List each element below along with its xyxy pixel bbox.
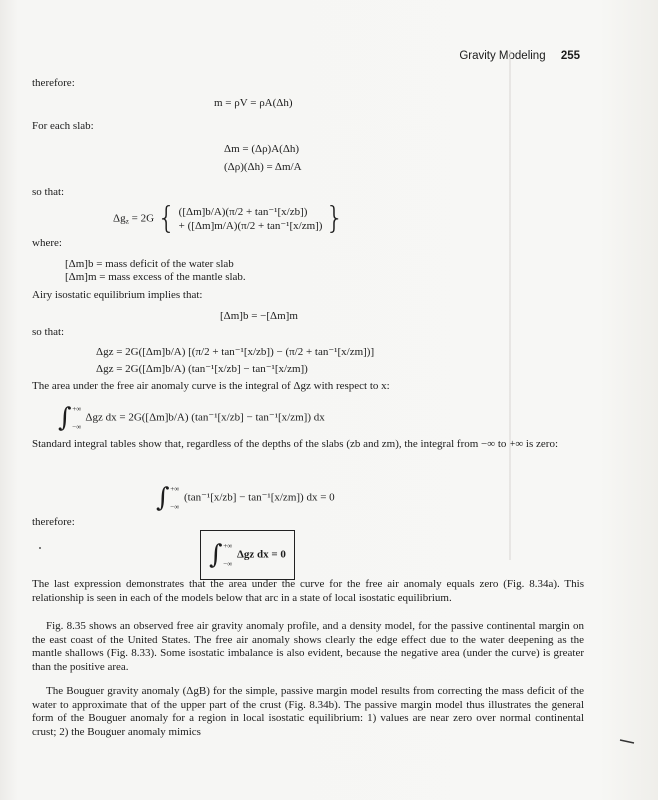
text-therefore-2: therefore:	[32, 516, 75, 528]
integral-sign-icon: ∫	[209, 540, 223, 570]
integral-limits: +∞ −∞	[72, 405, 82, 431]
equation-substitution-1: Δgz = 2G([Δm]b/A) [(π/2 + tan⁻¹[x/zb]) − (π/2 + tan⁻¹[x/zm])]	[96, 346, 375, 358]
equation-delta-rho: (Δρ)(Δh) = Δm/A	[224, 161, 302, 173]
eq-coef: = 2G	[128, 212, 155, 225]
integral-2-body: (tan⁻¹[x/zb] − tan⁻¹[x/zm]) dx = 0	[184, 491, 335, 504]
integral-1-body: Δgz dx = 2G([Δm]b/A) (tan⁻¹[x/zb] − tan⁻¹[x/zm]) dx	[85, 411, 325, 424]
equation-substitution-2: Δgz = 2G([Δm]b/A) (tan⁻¹[x/zb] − tan⁻¹[x/zm])	[96, 363, 308, 375]
text-area-under-curve: The area under the free air anomaly curve is the integral of Δgz with respect to x:	[32, 380, 390, 392]
boxed-result-body: Δgz dx = 0	[237, 548, 286, 561]
text-standard-tables: Standard integral tables show that, regardless of the depths of the slabs (zb and zm), the integral from −∞ to +∞ is zero:	[32, 438, 559, 450]
integral-sign-icon: ∫	[156, 483, 170, 513]
paragraph-fig-8-35: Fig. 8.35 shows an observed free air gravity anomaly profile, and a density model, for the passive continental margin on the east coast of the United States. The free air anomaly shows clearly the edge effect due to the water deepening as the mantle shallows (Fig. 8.33). Some isostatic imbalance is also evident, because the negative area (under the curve) is greater than the positive area.	[32, 620, 584, 673]
definition-mantle-slab: [Δm]m = mass excess of the mantle slab.	[65, 271, 246, 283]
paragraph-bouguer: The Bouguer gravity anomaly (ΔgB) for the simple, passive margin model results from correcting the mass deficit of the water to approximate that of the upper part of the crust (Fig. 8.34b). The passive margin model thus illustrates the general form of the Bouguer anomaly for a region in local isostatic equilibrium: 1) values are near zero over normal continental crust; 2) the Bouguer anomaly mimics	[32, 685, 584, 738]
right-brace-icon: }	[325, 201, 345, 236]
equation-delta-m: Δm = (Δρ)A(Δh)	[224, 143, 300, 155]
integral-sign-icon: ∫	[58, 403, 72, 433]
page-number: 255	[560, 50, 580, 62]
integral-limits: +∞ −∞	[170, 485, 180, 511]
integral-limits: +∞ −∞	[223, 542, 233, 568]
header-title: Gravity Modeling	[459, 50, 546, 62]
text-therefore-1: therefore:	[32, 77, 75, 89]
paragraph-area-zero: The last expression demonstrates that the area under the curve for the free air anomaly equals zero (Fig. 8.34a). This relationship is seen in each of the models below that arc in a state of local isostatic equilibrium.	[32, 578, 584, 604]
definition-water-slab: [Δm]b = mass deficit of the water slab	[65, 258, 234, 270]
scan-speck	[620, 740, 634, 743]
eq-lhs-subscript: z	[125, 216, 129, 226]
scan-dot	[39, 547, 41, 549]
eq-line-1: ([Δm]b/A)(π/2 + tan⁻¹[x/zb])	[178, 206, 308, 218]
text-so-that-1: so that:	[32, 186, 65, 198]
text-so-that-2: so that:	[32, 326, 65, 338]
text-for-each-slab: For each slab:	[32, 120, 94, 132]
eq-lhs: Δg	[113, 212, 126, 225]
equation-mass: m = ρV = ρA(Δh)	[214, 97, 293, 109]
text-where: where:	[32, 237, 62, 249]
left-brace-icon: {	[156, 201, 176, 236]
text-airy: Airy isostatic equilibrium implies that:	[32, 289, 203, 301]
eq-line-2: + ([Δm]m/A)(π/2 + tan⁻¹[x/zm])	[178, 220, 323, 232]
equation-airy: [Δm]b = −[Δm]m	[220, 310, 298, 322]
